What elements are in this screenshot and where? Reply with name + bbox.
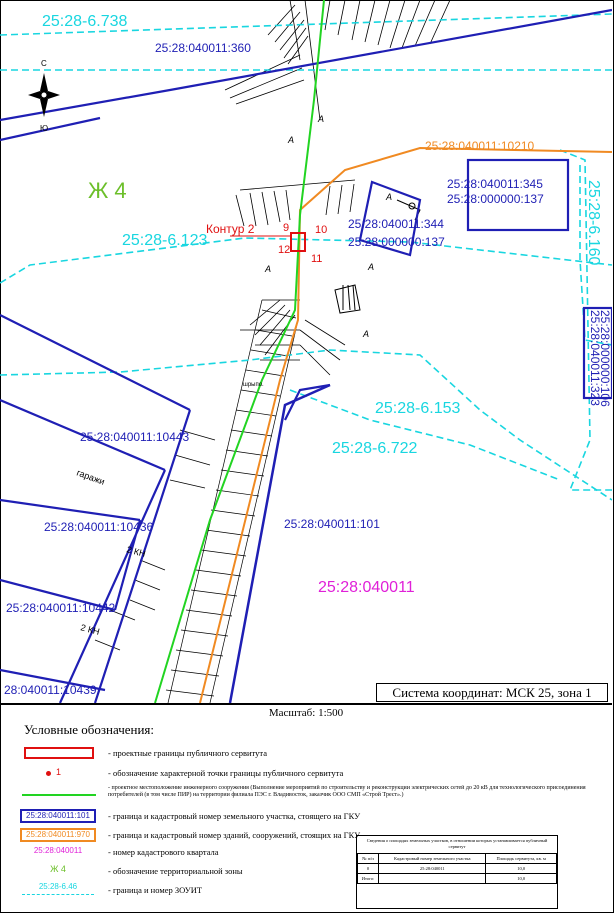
legend-text: - номер кадастрового квартала (108, 847, 219, 857)
legend-item-parcel (0, 809, 612, 825)
legend-text: - обозначение территориальной зоны (108, 866, 243, 876)
parcel-label: 28:040011:10439 (4, 683, 97, 697)
legend-item-structure (0, 785, 612, 807)
parcel-label: 25:28:040011:10443 (80, 430, 190, 444)
zouit-label: 25:28-6.722 (332, 440, 418, 457)
terrain-mark: А (318, 114, 325, 124)
road-band (166, 300, 298, 703)
legend-item-point (0, 766, 612, 782)
table-header-row (358, 854, 557, 864)
parcel-label: 25:28:040011:323 (588, 310, 602, 406)
terrain-mark: А (265, 264, 272, 274)
parcel-boundaries (0, 10, 612, 703)
table-cell (379, 874, 486, 884)
quarter-symbol: 25:28:040011 (33, 846, 83, 855)
zone-label: Ж 4 (88, 178, 127, 203)
terrain-mark: А (288, 135, 295, 145)
terrain-mark: А (368, 262, 375, 272)
table-row (358, 864, 557, 874)
zouit-label: 25:28-6.160 (585, 180, 602, 266)
zouit-boundaries (0, 14, 612, 500)
legend-text: - граница и кадастровый номер земельного участка, стоящего на ГКУ (108, 811, 361, 821)
table-title: Сведения о площадях земельных участков, в отношении которых устанавливается публичный сервитут (366, 838, 548, 849)
parcel-label: 25:28:040011:345 (447, 177, 543, 191)
table-cell: 0 (358, 864, 379, 874)
terrain-hatching (95, 0, 450, 650)
point-number: 9 (283, 222, 290, 234)
table-cell: 25:28:040011 (379, 864, 486, 874)
compass-north: С (41, 59, 47, 68)
building-boundary (200, 148, 612, 703)
table-row (358, 874, 557, 884)
legend-text: - граница и номер ЗОУИТ (108, 885, 203, 895)
compass-south: Ю (40, 124, 49, 133)
parcel-label: 25:28:000000:137 (348, 235, 445, 249)
zone-symbol: Ж 4 (50, 864, 66, 874)
parcel-symbol: 25:28:040011:101 (18, 809, 98, 825)
parcel-label: 25:28:040011:360 (155, 41, 251, 55)
table-header: № п/п (358, 854, 379, 864)
legend-text: - проектные границы публичного сервитута (108, 748, 267, 758)
kn-label: 2 КН (125, 544, 147, 559)
point-number: 11 (311, 253, 323, 265)
structure-symbol (18, 785, 98, 801)
legend-item-servitude (0, 746, 612, 762)
engineering-structure-line (155, 0, 324, 703)
quarter-label: 25:28:040011 (318, 579, 415, 596)
zouit-label: 25:28-6.153 (375, 400, 461, 417)
kn-label: 2 КН (79, 622, 101, 637)
terrain-mark: А (363, 329, 370, 339)
point-number: 12 (278, 244, 291, 256)
table-cell: 10,0 (486, 874, 557, 884)
table-header: Кадастровый номер земельного участка (379, 854, 486, 864)
zouit-symbol: 25:28-6.46 (18, 883, 98, 899)
parcel-label: 25:28:040011:10442 (6, 601, 116, 615)
point-number: 10 (315, 224, 328, 236)
zouit-label: 25:28-6.738 (42, 13, 128, 30)
legend-text: - граница и кадастровый номер зданий, сооружений, стоящих на ГКУ (108, 830, 361, 840)
small-label: шрыпо. (243, 382, 264, 388)
coordinate-system-box: Система координат: МСК 25, зона 1 (376, 683, 608, 702)
scale-label: Масштаб: 1:500 (268, 707, 344, 719)
parcel-label: 25:28:040011:10436 (44, 520, 154, 534)
building-symbol: 25:28:040011:970 (18, 828, 98, 844)
table-header: Площадь сервитута, кв. м (486, 854, 557, 864)
contour-label: Контур 2 (206, 222, 255, 236)
legend-text: - проектное местоположение инженерного сооружения (Выполнение мероприятий по строительству и реконструкции электрических сетей до 20 кВ для технологического присоединения потребителей (в том числе ПИР) на территории филиала ПЭС г. Владивосток, заказчик ООО СМП «Строй Трест».) (108, 785, 586, 798)
garage-label: гаражи (75, 467, 107, 487)
table-cell: Итого: (358, 874, 379, 884)
parcel-label: 25:28:040011:344 (348, 217, 444, 231)
terrain-mark: А (386, 192, 393, 202)
table-cell: 10,0 (486, 864, 557, 874)
legend-text: - обозначение характерной точки границы публичного сервитута (108, 768, 344, 778)
zouit-label: 25:28-6.123 (122, 232, 208, 249)
legend-title: Условные обозначения: (24, 722, 155, 737)
servitude-area-table (356, 835, 558, 909)
building-label: 25:28:040011:10210 (425, 139, 535, 153)
parcel-label: 25:28:000000:106 (598, 310, 612, 407)
servitude-symbol (18, 746, 98, 762)
point-symbol: 1 (18, 766, 98, 782)
parcel-label: 25:28:000000:137 (447, 192, 544, 206)
parcel-label: 25:28:040011:101 (284, 517, 380, 531)
